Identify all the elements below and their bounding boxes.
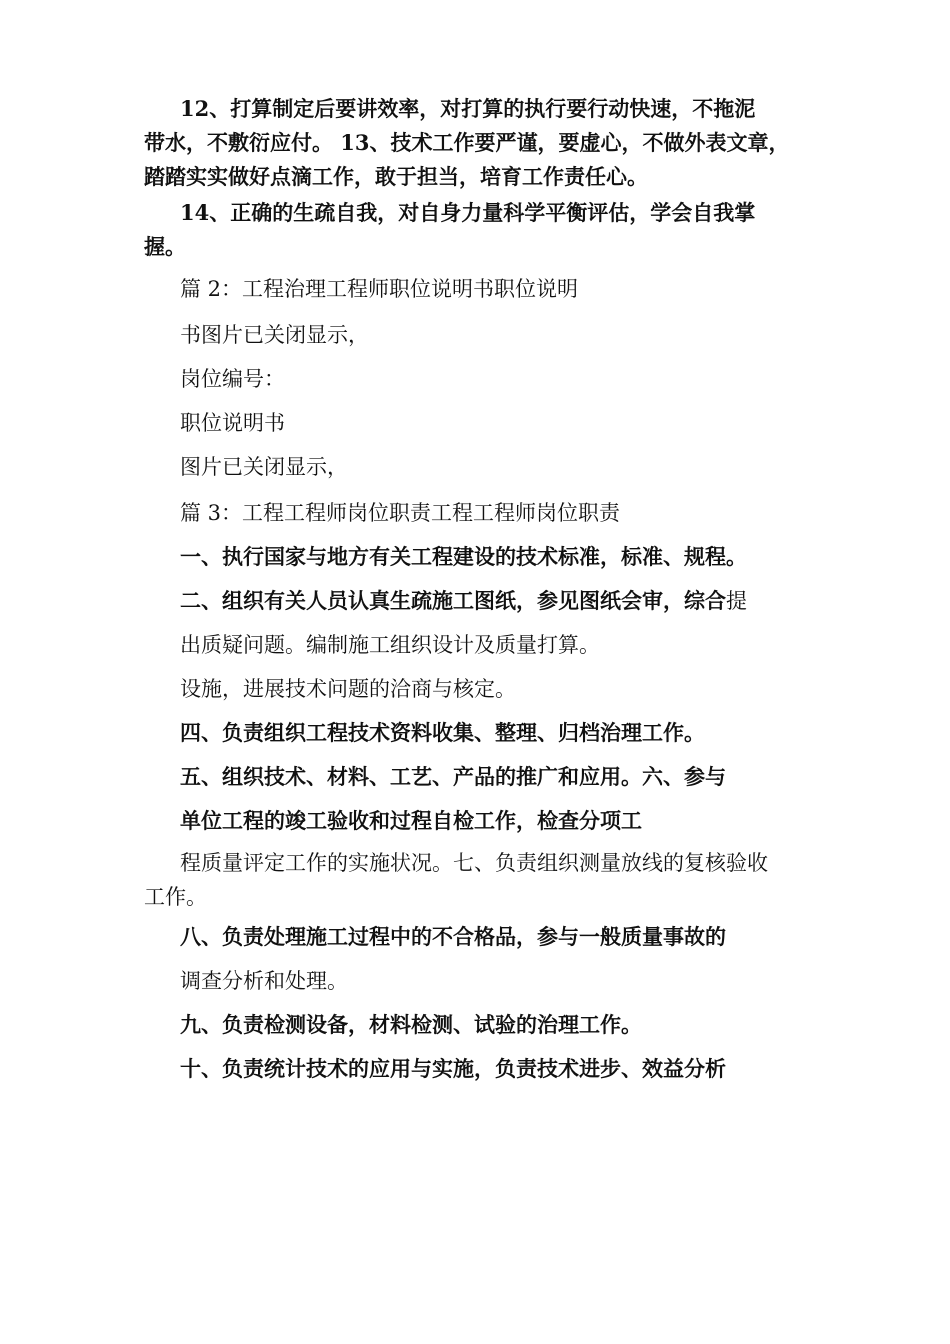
text-paragraph: 书图片已关闭显示， (180, 323, 369, 347)
text-paragraph: 图片已关闭显示， (180, 455, 348, 479)
duty-item-2-tail: 提 (726, 589, 747, 613)
duty-item-7 (144, 846, 768, 914)
duty-item-6-cont: 单位工程的竣工验收和过程自检工作，检查分项工 (180, 808, 642, 833)
text-line: 12、打算制定后要讲效率，对打算的执行要行动快速，不拖泥 (180, 96, 756, 121)
duty-item-2-bold: 二、组织有关人员认真生疏施工图纸，参见图纸会审，综合 (180, 588, 726, 613)
text-line: 工作。 (144, 885, 207, 909)
section-heading-2: 篇 2：工程治理工程师职位说明书职位说明 (180, 277, 579, 301)
text-line: 带水，不敷衍应付。 13、技术工作要严谨，要虚心，不做外表文章， (144, 130, 790, 155)
text-paragraph: 岗位编号： (180, 367, 285, 391)
text-paragraph: 调查分析和处理。 (180, 969, 348, 993)
duty-item-9: 九、负责检测设备，材料检测、试验的治理工作。 (180, 1012, 642, 1037)
text-line: 14、正确的生疏自我，对自身力量科学平衡评估，学会自我掌 (180, 200, 756, 225)
duty-item-4: 四、负责组织工程技术资料收集、整理、归档治理工作。 (180, 720, 705, 745)
section-heading-3: 篇 3：工程工程师岗位职责工程工程师岗位职责 (180, 501, 621, 525)
duty-item-8: 八、负责处理施工过程中的不合格品，参与一般质量事故的 (180, 924, 726, 949)
text-line: 程质量评定工作的实施状况。七、负责组织测量放线的复核验收 (180, 851, 768, 875)
paragraph-item-14 (144, 196, 755, 264)
text-paragraph: 设施，进展技术问题的洽商与核定。 (180, 677, 516, 701)
duty-item-2 (180, 584, 747, 618)
text-line: 握。 (144, 234, 186, 259)
paragraph-item-12-13 (144, 92, 790, 194)
duty-item-1: 一、执行国家与地方有关工程建设的技术标准，标准、规程。 (180, 544, 747, 569)
text-line: 踏踏实实做好点滴工作，敢于担当，培育工作责任心。 (144, 164, 648, 189)
text-paragraph: 出质疑问题。编制施工组织设计及质量打算。 (180, 633, 600, 657)
duty-item-10: 十、负责统计技术的应用与实施，负责技术进步、效益分析 (180, 1056, 726, 1081)
text-paragraph: 职位说明书 (180, 411, 285, 435)
duty-item-5-6: 五、组织技术、材料、工艺、产品的推广和应用。六、参与 (180, 764, 726, 789)
